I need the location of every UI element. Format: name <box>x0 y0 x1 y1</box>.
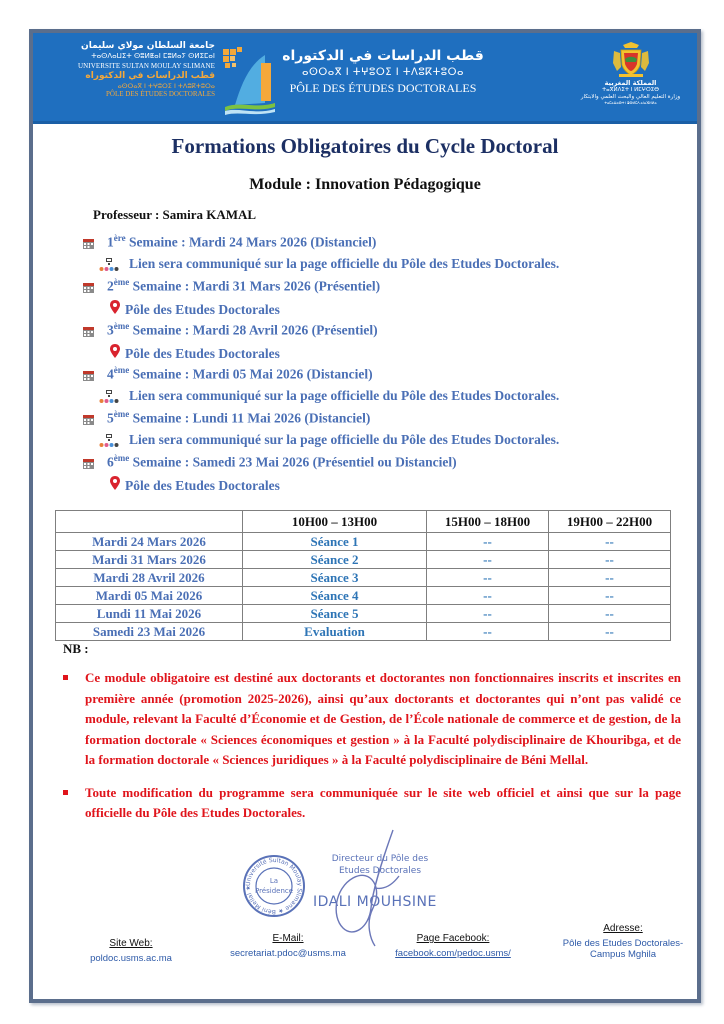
signatory-title: Directeur du Pôle des Etudes Doctorales <box>331 854 429 876</box>
week-text <box>107 277 380 295</box>
university-emblem-icon <box>221 45 277 115</box>
schedule-header-row <box>56 511 671 533</box>
week-item <box>83 452 683 474</box>
university-name-tifinagh: ⵜⴰⵙⴷⴰⵡⵉⵜ ⵙⵓⵍⵟⴰⵏ ⵎⵓⵍⴰⵢ ⵙⵍⵉⵎⴰⵏ <box>91 52 215 60</box>
week-item <box>83 320 683 342</box>
nb-label: NB : <box>63 641 89 656</box>
kingdom-name-ar: المملكة المغربية <box>604 79 657 87</box>
week-ordinal: ème <box>113 321 130 331</box>
note-text: Toute modification du programme sera communiquée sur le site web officiel et ainsi que sur la page officielle du Pôle des Etudes Doctorales. <box>85 784 681 820</box>
row-evening-session: -- <box>549 623 671 641</box>
schedule-row <box>56 587 671 605</box>
row-evening-session: -- <box>549 551 671 569</box>
footer-address <box>548 923 698 960</box>
professor-name: Professeur : Samira KAMAL <box>93 207 257 222</box>
website-label: Site Web: <box>109 938 153 949</box>
schedule-row <box>56 551 671 569</box>
calendar-icon <box>83 457 94 467</box>
row-evening-session: -- <box>549 605 671 623</box>
location-item <box>83 474 683 496</box>
university-name-ar: جامعة السلطان مولاي سليمان <box>81 41 215 51</box>
week-number: 6 <box>107 454 114 470</box>
note-item <box>49 783 681 824</box>
footer-email <box>213 933 363 959</box>
week-date: Semaine : Mardi 31 Mars 2026 (Présentiel) <box>129 278 381 294</box>
week-detail: Lien sera communiqué sur la page officielle du Pôle des Etudes Doctorales. <box>129 432 560 447</box>
online-link-item <box>83 254 683 276</box>
university-logo <box>65 41 275 117</box>
week-number: 4 <box>107 366 114 382</box>
header-cell-afternoon: 15H00 – 18H00 <box>427 511 549 533</box>
map-pin-icon <box>110 476 120 494</box>
week-date: Semaine : Mardi 05 Mai 2026 (Distanciel) <box>129 366 373 382</box>
week-date: Semaine : Mardi 28 Avril 2026 (Présentiel) <box>129 322 378 338</box>
notes-list <box>49 668 681 836</box>
stamp-center-bottom: Présidence <box>254 887 294 895</box>
week-text <box>107 409 370 427</box>
schedule-row <box>56 605 671 623</box>
week-item <box>83 232 683 254</box>
row-afternoon-session: -- <box>427 605 549 623</box>
pole-title-block <box>273 47 493 97</box>
row-afternoon-session: -- <box>427 623 549 641</box>
pole-name-fr-small: PÔLE DES ÉTUDES DOCTORALES <box>106 90 215 98</box>
bullet-icon <box>63 790 68 795</box>
week-detail: Pôle des Etudes Doctorales <box>125 478 280 493</box>
schedule-row <box>56 533 671 551</box>
university-names <box>65 41 215 99</box>
week-ordinal: ème <box>113 453 130 463</box>
week-date: Semaine : Mardi 24 Mars 2026 (Distanciel) <box>125 234 377 250</box>
week-ordinal: ère <box>113 233 126 243</box>
week-detail: Lien sera communiqué sur la page officielle du Pôle des Etudes Doctorales. <box>129 388 560 403</box>
row-date: Mardi 28 Avril 2026 <box>56 569 243 587</box>
row-date: Lundi 11 Mai 2026 <box>56 605 243 623</box>
video-meeting-icon <box>99 390 119 408</box>
week-ordinal: ème <box>113 409 130 419</box>
facebook-link[interactable]: facebook.com/pedoc.usms/ <box>395 948 511 959</box>
header-cell-empty <box>56 511 243 533</box>
signatory-name: IDALI MOUHSINE <box>313 894 437 910</box>
row-morning-session: Séance 4 <box>243 587 427 605</box>
week-detail: Pôle des Etudes Doctorales <box>125 346 280 361</box>
header-banner <box>33 33 697 124</box>
row-morning-session: Séance 5 <box>243 605 427 623</box>
ministry-name-tifinagh: ⵜⴰⵎⴰⵡⴰⵙⵜ ⵏ ⵓⵙⵍⵎⴷ ⴰⵏⴰⴼⵍⵍⴰ <box>604 101 657 105</box>
video-meeting-icon <box>99 434 119 452</box>
week-ordinal: ème <box>113 365 130 375</box>
calendar-icon <box>83 413 94 423</box>
row-morning-session: Séance 3 <box>243 569 427 587</box>
calendar-icon <box>83 237 94 247</box>
stamp-ring-text: Université Sultan Moulay Slimane ★ Béni Mellal ★ <box>244 856 304 916</box>
week-text <box>107 321 378 339</box>
document-title: Formations Obligatoires du Cycle Doctoral <box>171 134 559 158</box>
map-pin-icon <box>110 344 120 362</box>
pole-name-fr: PÔLE DES ÉTUDES DOCTORALES <box>289 81 477 95</box>
row-morning-session: Evaluation <box>243 623 427 641</box>
calendar-icon <box>83 369 94 379</box>
schedule-row <box>56 569 671 587</box>
row-evening-session: -- <box>549 587 671 605</box>
row-afternoon-session: -- <box>427 569 549 587</box>
schedule-row <box>56 623 671 641</box>
week-number: 1 <box>107 234 114 250</box>
footer-facebook <box>383 933 523 959</box>
bullet-icon <box>63 675 68 680</box>
address-line-1: Pôle des Etudes Doctorales- <box>562 938 684 949</box>
note-item <box>49 668 681 771</box>
week-ordinal: ème <box>113 277 130 287</box>
official-stamp-icon <box>241 853 307 919</box>
week-number: 3 <box>107 322 114 338</box>
week-text <box>107 233 376 251</box>
header-cell-evening: 19H00 – 22H00 <box>549 511 671 533</box>
online-link-item <box>83 430 683 452</box>
row-morning-session: Séance 2 <box>243 551 427 569</box>
note-text: Ce module obligatoire est destiné aux doctorants et doctorantes non fonctionnaires inscrits et inscrites en première année (promotion 2025-2026), ainsi qu’aux doctorants et doctorantes qui n’ont pas validé ce module, relevant la Faculté d’Économie et de Gestion, de l’École nationale de commerce et de gestion, de la formation doctorale « Sciences économiques et gestion » à la Faculté polydisciplinaire de Khouribga, et de la formation doctorale « Sciences juridiques » à la Faculté polydisciplinaire de Béni Mellal. <box>85 670 681 767</box>
footer <box>33 913 697 993</box>
address-line-2: Campus Mghila <box>590 949 656 960</box>
header-cell-morning: 10H00 – 13H00 <box>243 511 427 533</box>
footer-website <box>71 938 191 964</box>
ministry-block <box>573 41 688 106</box>
ministry-name-ar: وزارة التعليم العالي والبحث العلمي والابتكار <box>580 94 681 100</box>
week-date: Semaine : Lundi 11 Mai 2026 (Distanciel) <box>129 410 371 426</box>
website-link[interactable]: poldoc.usms.ac.ma <box>90 953 172 964</box>
location-item <box>83 298 683 320</box>
week-text <box>107 453 457 471</box>
week-item <box>83 408 683 430</box>
video-meeting-icon <box>99 258 119 276</box>
row-morning-session: Séance 1 <box>243 533 427 551</box>
document-page <box>29 29 701 1003</box>
pole-name-tifinagh: ⴰⵙⵔⴰⴳ ⵏ ⵜⵖⵓⵔⵉ ⵏ ⵜⴷⵓⴽⵜⵓⵔⴰ <box>302 67 464 78</box>
svg-text:Université Sultan Moulay Slima <box>245 857 303 915</box>
week-detail: Pôle des Etudes Doctorales <box>125 302 280 317</box>
week-number: 2 <box>107 278 114 294</box>
row-date: Mardi 24 Mars 2026 <box>56 533 243 551</box>
week-date: Semaine : Samedi 23 Mai 2026 (Présentiel ou Distanciel) <box>129 454 457 470</box>
email-label: E-Mail: <box>272 933 304 944</box>
address-label: Adresse: <box>603 923 643 934</box>
week-detail: Lien sera communiqué sur la page officielle du Pôle des Etudes Doctorales. <box>129 256 560 271</box>
online-link-item <box>83 386 683 408</box>
schedule-table <box>55 510 671 641</box>
pole-name-ar: قطب الدراسات في الدكتوراه <box>282 48 484 64</box>
row-date: Mardi 05 Mai 2026 <box>56 587 243 605</box>
week-text <box>107 365 373 383</box>
row-date: Samedi 23 Mai 2026 <box>56 623 243 641</box>
week-item <box>83 364 683 386</box>
map-pin-icon <box>110 300 120 318</box>
royal-crest-icon <box>611 41 651 79</box>
module-title: Module : Innovation Pédagogique <box>249 176 481 193</box>
week-number: 5 <box>107 410 114 426</box>
week-item <box>83 276 683 298</box>
location-item <box>83 342 683 364</box>
calendar-icon <box>83 281 94 291</box>
pole-name-tifinagh-small: ⴰⵙⵔⴰⴳ ⵏ ⵜⵖⵓⵔⵉ ⵏ ⵜⴷⵓⴽⵜⵓⵔⴰ <box>117 82 215 90</box>
facebook-label: Page Facebook: <box>416 933 490 944</box>
row-afternoon-session: -- <box>427 533 549 551</box>
calendar-icon <box>83 325 94 335</box>
weeks-list <box>83 232 683 496</box>
email-link[interactable]: secretariat.pdoc@usms.ma <box>230 948 346 959</box>
kingdom-name-tifinagh: ⵜⴰⴳⵍⴷⵉⵜ ⵏ ⵍⵎⵖⵔⵉⴱ <box>601 87 660 93</box>
row-date: Mardi 31 Mars 2026 <box>56 551 243 569</box>
university-name-fr: UNIVERSITE SULTAN MOULAY SLIMANE <box>77 62 215 70</box>
row-evening-session: -- <box>549 569 671 587</box>
pole-name-ar-small: قطب الدراسات في الدكتوراه <box>85 71 215 81</box>
row-afternoon-session: -- <box>427 587 549 605</box>
row-afternoon-session: -- <box>427 551 549 569</box>
row-evening-session: -- <box>549 533 671 551</box>
stamp-center-top: La <box>269 877 279 885</box>
